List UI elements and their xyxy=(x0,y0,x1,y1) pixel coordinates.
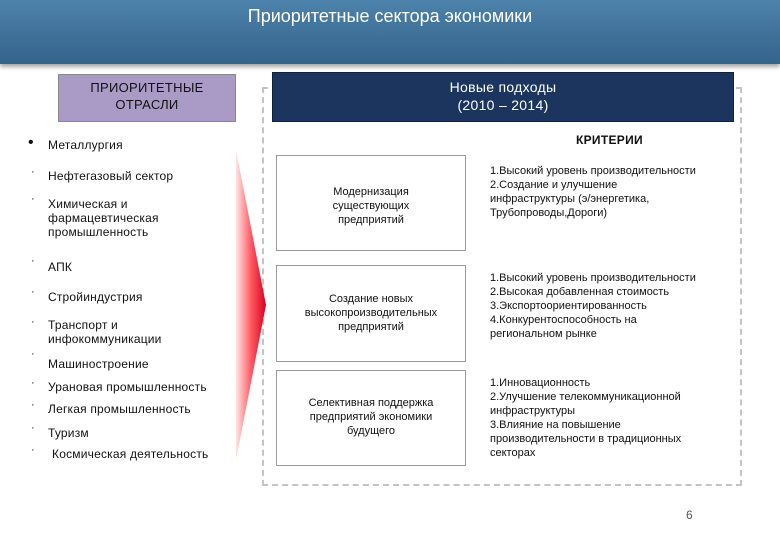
approach-box-new-enterprises xyxy=(276,265,466,362)
industry-line: Космическая деятельность xyxy=(52,447,209,461)
new-approaches-line2: (2010 – 2014) xyxy=(457,97,549,113)
header-bar xyxy=(0,0,780,64)
criteria-block-1 xyxy=(490,164,750,220)
industry-line: АПК xyxy=(48,260,73,274)
criteria-line: 1.Высокий уровень производительности xyxy=(490,165,696,177)
industry-bullet: · xyxy=(31,193,35,205)
industry-oil-gas xyxy=(48,169,173,183)
industry-bullet: · xyxy=(31,399,35,411)
new-approaches-line1: Новые подходы xyxy=(449,79,557,95)
priority-industries-box xyxy=(58,74,236,122)
industry-bullet: · xyxy=(31,348,35,360)
approach-box-modernization xyxy=(276,155,466,251)
approach-line: высокопроизводительных xyxy=(304,307,438,319)
industry-bullet: · xyxy=(31,377,35,389)
criteria-line: 2.Высокая добавленная стоимость xyxy=(490,286,670,298)
criteria-line: 2.Улучшение телекоммуникационной xyxy=(490,391,681,403)
industry-line: Металлургия xyxy=(48,138,123,152)
industry-bullet: · xyxy=(31,286,35,298)
criteria-line: инфраструктуры (э/энергетика, xyxy=(490,193,650,205)
industry-transport xyxy=(48,318,162,346)
industry-chemical xyxy=(48,197,159,239)
criteria-line: Трубопроводы,Дороги) xyxy=(490,207,608,219)
industry-line: Стройиндустрия xyxy=(48,290,143,304)
criteria-line: 3.Влияние на повышение xyxy=(490,419,621,431)
industry-uranium xyxy=(48,380,207,394)
priority-box-line2: ОТРАСЛИ xyxy=(115,97,179,112)
approach-text xyxy=(277,292,465,334)
page-number: 6 xyxy=(686,508,693,522)
industry-space xyxy=(52,447,208,461)
approach-line: предприятий xyxy=(338,214,404,226)
page-title: Приоритетные сектора экономики xyxy=(247,6,533,26)
criteria-line: инфраструктуры xyxy=(490,405,576,417)
approach-box-selective-support xyxy=(276,370,466,466)
industry-bullet: · xyxy=(31,166,35,178)
industry-bullet: · xyxy=(31,255,35,267)
industry-line: Легкая промышленность xyxy=(48,402,191,416)
criteria-block-2 xyxy=(490,271,750,341)
industry-bullet: · xyxy=(31,316,35,328)
criteria-line: региональном рынке xyxy=(490,328,597,340)
criteria-line: 1.Инновационность xyxy=(490,377,591,389)
priority-box-line1: ПРИОРИТЕТНЫЕ xyxy=(90,80,204,95)
approach-line: Модернизация xyxy=(333,186,409,198)
approach-line: существующих xyxy=(332,200,410,212)
approach-line: Создание новых xyxy=(328,293,414,305)
approach-line: предприятий экономики xyxy=(309,411,433,423)
industry-bullet: • xyxy=(28,134,34,151)
industry-line: Урановая промышленность xyxy=(48,380,207,394)
criteria-line: 2.Создание и улучшение xyxy=(490,179,618,191)
red-arrow-icon xyxy=(236,150,266,460)
industry-line: Туризм xyxy=(48,426,89,440)
industry-tourism xyxy=(48,426,89,440)
new-approaches-box xyxy=(272,72,734,122)
approach-line: Селективная поддержка xyxy=(308,397,434,409)
approach-text xyxy=(277,396,465,438)
criteria-line: 1.Высокий уровень производительности xyxy=(490,272,696,284)
industry-light xyxy=(48,402,191,416)
criteria-heading: КРИТЕРИИ xyxy=(576,133,643,147)
approach-text xyxy=(277,185,465,227)
approach-line: предприятий xyxy=(338,321,404,333)
industry-line: Химическая и xyxy=(48,197,128,211)
industry-agro xyxy=(48,260,72,274)
industry-bullet: · xyxy=(31,422,35,434)
industry-line: Нефтегазовый сектор xyxy=(48,169,174,183)
approach-line: будущего xyxy=(346,425,396,437)
criteria-line: секторах xyxy=(490,447,536,459)
industry-metallurgy xyxy=(48,138,123,152)
industry-line: фармацевтическая xyxy=(48,211,159,225)
industry-construction xyxy=(48,290,143,304)
criteria-line: 3.Экспортоориентированность xyxy=(490,300,647,312)
industry-bullet: · xyxy=(31,444,35,456)
industry-line: Транспорт и xyxy=(48,318,118,332)
criteria-block-3 xyxy=(490,376,750,460)
criteria-line: производительности в традиционных xyxy=(490,433,682,445)
criteria-line: 4.Конкурентоспособность на xyxy=(490,314,637,326)
industry-line: промышленность xyxy=(48,225,149,239)
industry-machinery xyxy=(48,357,149,371)
industry-line: инфокоммуникации xyxy=(48,332,162,346)
industry-line: Машиностроение xyxy=(48,357,149,371)
